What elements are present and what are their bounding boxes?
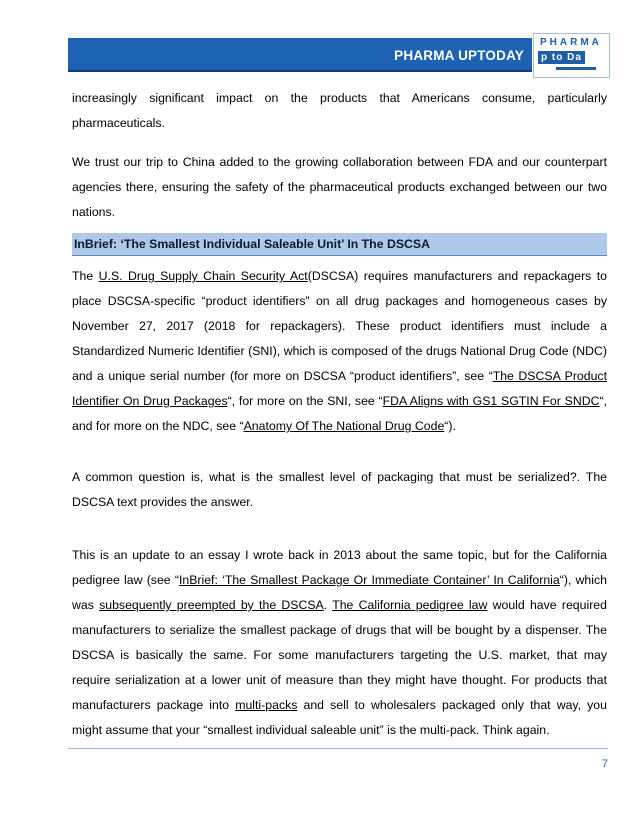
- logo-text-top: PHARMA: [540, 37, 602, 48]
- page-number: 7: [601, 758, 608, 770]
- paragraph-1: increasingly significant impact on the products that Americans consume, particularly pharmaceuticals.: [72, 91, 607, 130]
- logo-text-bottom: p to Da: [538, 51, 585, 64]
- link-gs1-sgtin[interactable]: FDA Aligns with GS1 SGTIN For SNDC: [382, 394, 600, 408]
- link-california-smallest-package[interactable]: InBrief: ‘The Smallest Package Or Immediate Container’ In California: [178, 573, 560, 587]
- link-multi-packs[interactable]: multi-packs: [235, 698, 298, 712]
- link-california-pedigree-law[interactable]: The California pedigree law: [332, 598, 488, 612]
- footer-divider: [68, 748, 608, 749]
- link-preempted-dscsa[interactable]: subsequently preempted by the DSCSA: [99, 598, 324, 612]
- paragraph-3: The U.S. Drug Supply Chain Security Act(DSCSA) requires manufacturers and repackagers to place DSCSA-specific “product identifiers” on all drug packages and homogeneous cases by November 27, 2017 (2018 for repackagers). These product identifiers must include a Standardized Numeric Identifier (SNI), which is composed of the drugs National Drug Code (NDC) and a unique serial number (for more on DSCSA “product identifiers”, see “The DSCSA Product Identifier On Drug Packages“, for more on the SNI, see “FDA Aligns with GS1 SGTIN For SNDC“, and for more on the NDC, see “Anatomy Of The National Drug Code“).: [72, 269, 608, 433]
- link-ndc-anatomy[interactable]: Anatomy Of The National Drug Code: [243, 419, 445, 433]
- section-heading: InBrief: ‘The Smallest Individual Saleable Unit’ In The DSCSA: [72, 233, 607, 256]
- link-dscsa-act[interactable]: U.S. Drug Supply Chain Security Act: [98, 269, 308, 283]
- logo-underline: [556, 67, 596, 70]
- paragraph-5: This is an update to an essay I wrote back in 2013 about the same topic, but for the California pedigree law (see “InBrief: ‘The Smallest Package Or Immediate Container’ In California“), which was subsequently preempted by the DSCSA. The California pedigree law would have required manufacturers to serialize the smallest package of drugs that will be bought by a dispenser. The DSCSA is basically the same. For some manufacturers targeting the U.S. market, that may require serialization at a lower unit of measure than they might have thought. For products that manufacturers package into multi-packs and sell to wholesalers packaged only that way, you might assume that your “smallest individual saleable unit” is the multi-pack. Think again.: [72, 548, 607, 737]
- link-product-identifier[interactable]: The DSCSA Product Identifier On Drug Packages: [72, 369, 607, 408]
- paragraph-2: We trust our trip to China added to the growing collaboration between FDA and our counterpart agencies there, ensuring the safety of the pharmaceutical products exchanged between our two nations.: [72, 155, 607, 219]
- header-title: PHARMA UPTODAY: [394, 48, 524, 63]
- paragraph-4: A common question is, what is the smallest level of packaging that must be serialized?. The DSCSA text provides the answer.: [72, 470, 607, 509]
- document-body: [72, 86, 607, 743]
- header-bar: [68, 38, 532, 72]
- pharma-logo: [533, 33, 610, 78]
